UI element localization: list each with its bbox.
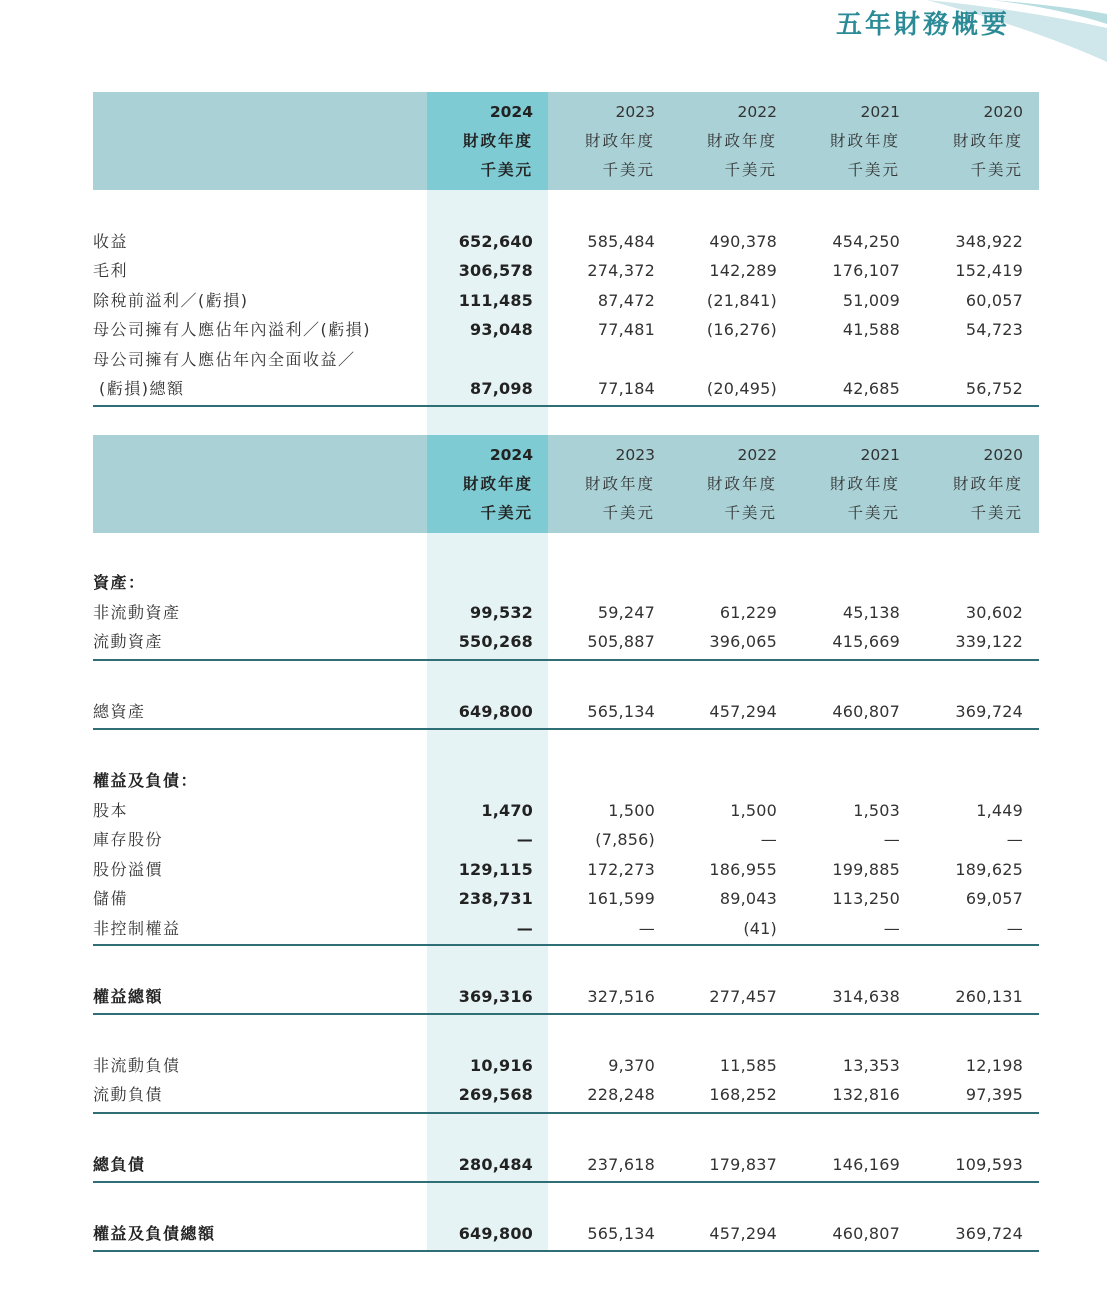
header-fy-label: 財政年度 — [952, 131, 1023, 150]
value-2022: 1,500 — [730, 801, 777, 820]
header-year: 2023 — [615, 102, 655, 121]
value-2020: — — [1006, 830, 1023, 849]
section-heading: 資產： — [93, 573, 146, 592]
header-unit: 千美元 — [724, 503, 777, 522]
value-2022: 168,252 — [709, 1085, 777, 1104]
value-2022: 457,294 — [709, 702, 777, 721]
value-2021: 45,138 — [842, 603, 900, 622]
header-year: 2020 — [983, 445, 1023, 464]
value-2023: 585,484 — [587, 232, 655, 251]
row-label-continued: (虧損)總額 — [99, 379, 185, 398]
row-label: 除稅前溢利／(虧損) — [93, 291, 249, 310]
row-label: 母公司擁有人應佔年內溢利／(虧損) — [93, 320, 371, 339]
row-share-capital — [93, 796, 1039, 825]
header-unit: 千美元 — [724, 160, 777, 179]
value-2024: 238,731 — [458, 889, 533, 908]
header-year: 2021 — [860, 445, 900, 464]
row-total-assets — [93, 697, 1039, 726]
header-year: 2023 — [615, 445, 655, 464]
value-2022: (41) — [743, 919, 777, 938]
row-revenue — [93, 227, 1039, 256]
value-2023: 274,372 — [587, 261, 655, 280]
row-label: 儲備 — [93, 889, 129, 908]
value-2021: — — [883, 830, 900, 849]
value-2024: 111,485 — [458, 291, 533, 310]
row-treasury-shares — [93, 825, 1039, 854]
value-2023: 327,516 — [587, 987, 655, 1006]
row-total-liabilities — [93, 1150, 1039, 1179]
row-label: 股份溢價 — [93, 860, 164, 879]
row-comprehensive-income — [93, 374, 1039, 403]
value-2021: 1,503 — [853, 801, 900, 820]
value-2020: 69,057 — [965, 889, 1023, 908]
row-reserves — [93, 884, 1039, 913]
header-col-2020 — [917, 92, 1039, 190]
header-fy-label: 財政年度 — [584, 131, 655, 150]
header-year: 2024 — [489, 445, 533, 464]
row-label: 收益 — [93, 232, 129, 251]
header-col-2021 — [794, 92, 916, 190]
value-2020: 260,131 — [955, 987, 1023, 1006]
value-2023: 565,134 — [587, 702, 655, 721]
value-2021: 51,009 — [842, 291, 900, 310]
table1-header — [93, 92, 1039, 190]
header-unit: 千美元 — [602, 503, 655, 522]
value-2021: 314,638 — [832, 987, 900, 1006]
header-unit: 千美元 — [480, 160, 533, 179]
header-fy-label: 財政年度 — [584, 474, 655, 493]
value-2023: 228,248 — [587, 1085, 655, 1104]
value-2021: 42,685 — [842, 379, 900, 398]
divider — [93, 1250, 1039, 1252]
value-2024: — — [516, 919, 533, 938]
value-2021: 460,807 — [832, 702, 900, 721]
header-year: 2024 — [489, 102, 533, 121]
header-year: 2020 — [983, 102, 1023, 121]
value-2023: 87,472 — [597, 291, 655, 310]
row-label: 流動資產 — [93, 632, 164, 651]
value-2023: (7,856) — [595, 830, 655, 849]
table2-header — [93, 435, 1039, 533]
value-2021: 454,250 — [832, 232, 900, 251]
header-unit: 千美元 — [970, 503, 1023, 522]
value-2020: 1,449 — [976, 801, 1023, 820]
section-heading: 權益及負債： — [93, 771, 199, 790]
header-year: 2021 — [860, 102, 900, 121]
section-heading-assets — [93, 568, 1039, 597]
header-fy-label: 財政年度 — [462, 131, 533, 150]
header-col-2020 — [917, 435, 1039, 533]
value-2022: 457,294 — [709, 1224, 777, 1243]
value-2024: 369,316 — [458, 987, 533, 1006]
row-label: 權益及負債總額 — [93, 1224, 216, 1243]
value-2020: 30,602 — [965, 603, 1023, 622]
header-fy-label: 財政年度 — [829, 474, 900, 493]
header-fy-label: 財政年度 — [462, 474, 533, 493]
row-gross-profit — [93, 256, 1039, 285]
divider — [93, 944, 1039, 946]
row-comprehensive-income-line1 — [93, 345, 1039, 374]
value-2020: 97,395 — [965, 1085, 1023, 1104]
value-2024: 129,115 — [458, 860, 533, 879]
value-2022: (21,841) — [706, 291, 777, 310]
value-2022: 179,837 — [709, 1155, 777, 1174]
value-2021: — — [883, 919, 900, 938]
value-2020: 189,625 — [955, 860, 1023, 879]
value-2024: 99,532 — [470, 603, 533, 622]
header-col-2023 — [549, 92, 671, 190]
value-2024: 649,800 — [458, 1224, 533, 1243]
row-label: 非控制權益 — [93, 919, 181, 938]
row-label: 股本 — [93, 801, 129, 820]
header-col-2023 — [549, 435, 671, 533]
header-col-2022 — [671, 92, 793, 190]
value-2020: 339,122 — [955, 632, 1023, 651]
value-2020: 109,593 — [955, 1155, 1023, 1174]
value-2024: — — [516, 830, 533, 849]
value-2021: 146,169 — [832, 1155, 900, 1174]
value-2023: 161,599 — [587, 889, 655, 908]
value-2022: (20,495) — [706, 379, 777, 398]
header-col-2024 — [427, 92, 549, 190]
divider — [93, 1112, 1039, 1114]
row-share-premium — [93, 855, 1039, 884]
value-2020: 12,198 — [965, 1056, 1023, 1075]
value-2021: 460,807 — [832, 1224, 900, 1243]
row-label: 總負債 — [93, 1155, 146, 1174]
value-2024: 10,916 — [470, 1056, 533, 1075]
value-2024: 1,470 — [481, 801, 533, 820]
value-2023: — — [638, 919, 655, 938]
section-heading-equity-liabilities — [93, 766, 1039, 795]
value-2020: 60,057 — [965, 291, 1023, 310]
value-2024: 649,800 — [458, 702, 533, 721]
value-2023: 59,247 — [597, 603, 655, 622]
value-2022: 490,378 — [709, 232, 777, 251]
value-2022: 186,955 — [709, 860, 777, 879]
value-2021: 199,885 — [832, 860, 900, 879]
value-2024: 87,098 — [470, 379, 533, 398]
header-col-2022 — [671, 435, 793, 533]
value-2023: 237,618 — [587, 1155, 655, 1174]
header-fy-label: 財政年度 — [829, 131, 900, 150]
value-2020: 348,922 — [955, 232, 1023, 251]
header-fy-label: 財政年度 — [706, 131, 777, 150]
value-2023: 505,887 — [587, 632, 655, 651]
value-2024: 269,568 — [458, 1085, 533, 1104]
header-unit: 千美元 — [602, 160, 655, 179]
value-2022: 396,065 — [709, 632, 777, 651]
value-2020: 369,724 — [955, 702, 1023, 721]
row-current-liabilities — [93, 1080, 1039, 1109]
value-2020: — — [1006, 919, 1023, 938]
value-2022: 61,229 — [719, 603, 777, 622]
row-non-current-assets — [93, 598, 1039, 627]
header-unit: 千美元 — [480, 503, 533, 522]
value-2021: 415,669 — [832, 632, 900, 651]
value-2022: (16,276) — [706, 320, 777, 339]
header-unit: 千美元 — [847, 160, 900, 179]
value-2024: 652,640 — [458, 232, 533, 251]
value-2024: 306,578 — [458, 261, 533, 280]
header-year: 2022 — [737, 102, 777, 121]
header-year: 2022 — [737, 445, 777, 464]
value-2020: 54,723 — [965, 320, 1023, 339]
value-2023: 77,184 — [597, 379, 655, 398]
row-label: 庫存股份 — [93, 830, 164, 849]
value-2024: 93,048 — [470, 320, 533, 339]
value-2022: — — [760, 830, 777, 849]
divider — [93, 659, 1039, 661]
value-2023: 172,273 — [587, 860, 655, 879]
value-2024: 550,268 — [458, 632, 533, 651]
row-label: 流動負債 — [93, 1085, 164, 1104]
value-2021: 41,588 — [842, 320, 900, 339]
value-2024: 280,484 — [458, 1155, 533, 1174]
value-2023: 9,370 — [608, 1056, 655, 1075]
row-label: 總資產 — [93, 702, 146, 721]
row-current-assets — [93, 627, 1039, 656]
header-col-2024 — [427, 435, 549, 533]
header-fy-label: 財政年度 — [706, 474, 777, 493]
header-unit: 千美元 — [847, 503, 900, 522]
value-2021: 132,816 — [832, 1085, 900, 1104]
row-label: 母公司擁有人應佔年內全面收益／ — [93, 350, 356, 369]
header-fy-label: 財政年度 — [952, 474, 1023, 493]
divider — [93, 405, 1039, 407]
row-non-controlling-interests — [93, 914, 1039, 943]
value-2021: 13,353 — [842, 1056, 900, 1075]
row-profit-attributable — [93, 315, 1039, 344]
value-2023: 565,134 — [587, 1224, 655, 1243]
value-2022: 277,457 — [709, 987, 777, 1006]
row-label: 非流動資產 — [93, 603, 181, 622]
row-label: 權益總額 — [93, 987, 164, 1006]
value-2021: 176,107 — [832, 261, 900, 280]
header-unit: 千美元 — [970, 160, 1023, 179]
row-total-equity-and-liabilities — [93, 1219, 1039, 1248]
value-2020: 152,419 — [955, 261, 1023, 280]
value-2022: 89,043 — [719, 889, 777, 908]
value-2023: 77,481 — [597, 320, 655, 339]
row-profit-before-tax — [93, 286, 1039, 315]
divider — [93, 1181, 1039, 1183]
row-total-equity — [93, 982, 1039, 1011]
value-2021: 113,250 — [832, 889, 900, 908]
row-label: 非流動負債 — [93, 1056, 181, 1075]
row-label: 毛利 — [93, 261, 129, 280]
value-2022: 11,585 — [719, 1056, 777, 1075]
value-2020: 369,724 — [955, 1224, 1023, 1243]
divider — [93, 1013, 1039, 1015]
divider — [93, 728, 1039, 730]
value-2022: 142,289 — [709, 261, 777, 280]
value-2023: 1,500 — [608, 801, 655, 820]
header-col-2021 — [794, 435, 916, 533]
value-2020: 56,752 — [965, 379, 1023, 398]
page-title: 五年財務概要 — [836, 10, 1011, 40]
row-non-current-liabilities — [93, 1051, 1039, 1080]
